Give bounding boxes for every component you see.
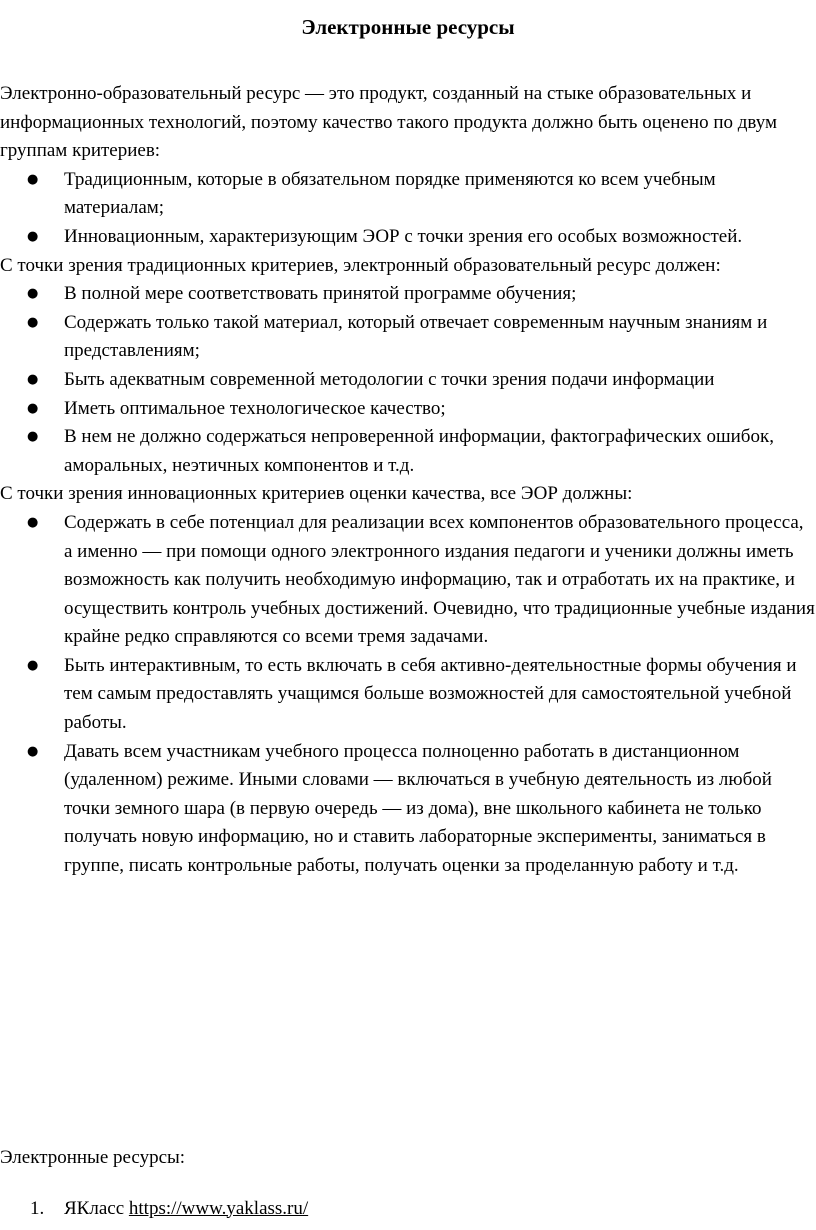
list-item bbox=[0, 280, 816, 309]
list-item-text: Быть адекватным современной методологии с точки зрения подачи информации bbox=[64, 368, 715, 390]
list-item bbox=[0, 309, 816, 366]
bullet-icon: ● bbox=[27, 228, 39, 244]
list-item-text: Давать всем участникам учебного процесса полноценно работать в дистанционном (удаленном) режиме. Иными словами — включаться в учебную деятельность из любой точки земного шара (в первую очередь — из дома), вне школьного кабинета не только получать новую информацию, но и ставить лабораторные эксперименты, заниматься в группе, писать контрольные работы, получать оценки за проделанную работу и т.д. bbox=[64, 740, 772, 877]
resources-list bbox=[0, 1195, 816, 1224]
bullet-icon: ● bbox=[27, 314, 39, 330]
list-item-text: Инновационным, характеризующим ЭОР с точки зрения его особых возможностей. bbox=[64, 225, 743, 247]
list-item-text: Содержать только такой материал, который отвечает современным научным знаниям и представлениям; bbox=[64, 311, 768, 362]
criteria-groups-list bbox=[0, 166, 816, 252]
bullet-icon: ● bbox=[27, 400, 39, 416]
bullet-icon: ● bbox=[27, 371, 39, 387]
bullet-icon: ● bbox=[27, 429, 39, 445]
list-item bbox=[0, 1195, 816, 1224]
list-item bbox=[0, 652, 816, 738]
document-body bbox=[0, 80, 816, 881]
resource-name: ЯКласс bbox=[64, 1197, 125, 1219]
list-item bbox=[0, 395, 816, 424]
list-item-number: 1. bbox=[30, 1197, 45, 1219]
list-item-text: Традиционным, которые в обязательном порядке применяются ко всем учебным материалам; bbox=[64, 168, 716, 219]
resources-section bbox=[0, 1144, 816, 1223]
bullet-icon: ● bbox=[27, 286, 39, 302]
bullet-icon: ● bbox=[27, 171, 39, 187]
list-item-text: В нем не должно содержаться непроверенной информации, фактографических ошибок, аморальных, неэтичных компонентов и т.д. bbox=[64, 426, 774, 476]
list-item bbox=[0, 366, 816, 395]
traditional-criteria-list bbox=[0, 280, 816, 480]
intro-paragraph: Электронно-образовательный ресурс — это продукт, созданный на стыке образовательных и информационных технологий, поэтому качество такого продукта должно быть оценено по двум группам критериев: bbox=[0, 83, 777, 162]
list-item bbox=[0, 738, 816, 881]
list-item-text: В полной мере соответствовать принятой программе обучения; bbox=[64, 283, 577, 305]
innovative-criteria-list bbox=[0, 509, 816, 881]
list-item-text: Иметь оптимальное технологическое качество; bbox=[64, 397, 446, 419]
list-item bbox=[0, 509, 816, 652]
list-item bbox=[0, 423, 816, 480]
bullet-icon: ● bbox=[27, 743, 39, 759]
resource-link[interactable]: https://www.yaklass.ru/ bbox=[128, 1197, 309, 1219]
list-item-text: Быть интерактивным, то есть включать в себя активно-деятельностные формы обучения и тем самым предоставлять учащимся больше возможностей для самостоятельной учебной работы. bbox=[64, 654, 797, 734]
innovative-intro-paragraph: С точки зрения инновационных критериев оценки качества, все ЭОР должны: bbox=[0, 483, 633, 505]
list-item bbox=[0, 223, 816, 252]
list-item-text: Содержать в себе потенциал для реализации всех компонентов образовательного процесса, а именно — при помощи одного электронного издания педагоги и ученики должны иметь возможность как получить необходимую информацию, так и отработать их на практике, и осуществить контроль учебных достижений. Очевидно, что традиционные учебные издания крайне редко справляются со всеми тремя задачами. bbox=[64, 511, 815, 648]
resources-heading: Электронные ресурсы: bbox=[0, 1147, 186, 1168]
list-item bbox=[0, 166, 816, 223]
bullet-icon: ● bbox=[27, 657, 39, 673]
traditional-intro-paragraph: С точки зрения традиционных критериев, электронный образовательный ресурс должен: bbox=[0, 254, 721, 276]
document-title: Электронные ресурсы bbox=[301, 15, 515, 39]
bullet-icon: ● bbox=[27, 514, 39, 530]
